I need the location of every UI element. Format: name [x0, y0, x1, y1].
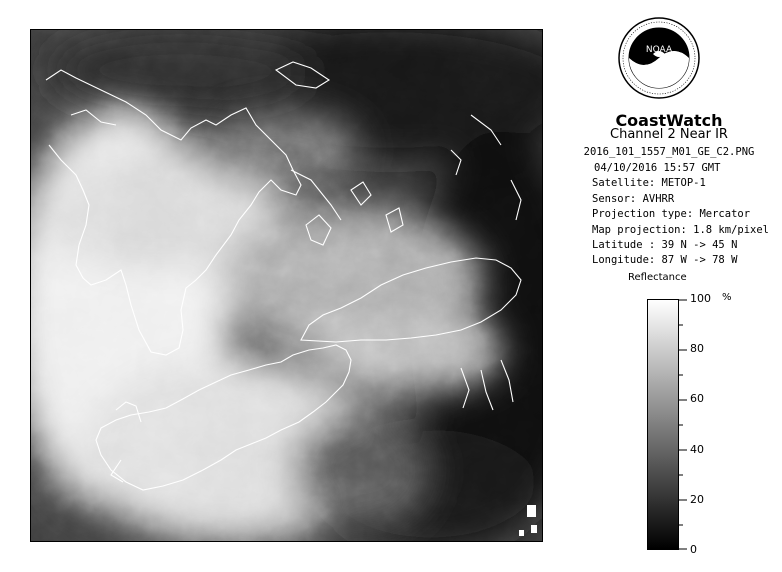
satellite-label: Satellite: METOP-1: [592, 177, 706, 190]
channel-title: Channel 2 Near IR: [610, 127, 728, 142]
latitude-label: Latitude : 39 N -> 45 N: [592, 239, 738, 252]
colorbar-tick-label: 40: [690, 442, 704, 456]
satellite-image: [30, 29, 543, 542]
colorbar-tick-label: 20: [690, 492, 704, 506]
longitude-label: Longitude: 87 W -> 78 W: [592, 254, 738, 267]
colorbar-tick-label: 80: [690, 342, 704, 356]
colorbar-tick-label: 0: [690, 543, 697, 556]
metadata-block: [592, 161, 769, 269]
colorbar-title: Reflectance: [628, 272, 687, 283]
colorbar: [647, 299, 679, 550]
colorbar-tick-label: 100: [690, 292, 711, 305]
colorbar-ticks: [679, 299, 739, 550]
filename-label: 2016_101_1557_M01_GE_C2.PNG: [583, 146, 755, 158]
brand-title: CoastWatch: [615, 111, 723, 130]
reflectance-map: [31, 30, 543, 542]
sensor-label: Sensor: AVHRR: [592, 192, 675, 205]
colorbar-tick-label: 60: [690, 392, 704, 406]
logo-text: NOAA: [645, 45, 673, 55]
projection-type-label: Projection type: Mercator: [592, 208, 751, 221]
colorbar-unit: %: [722, 292, 732, 303]
datetime-label: 04/10/2016 15:57 GMT: [594, 162, 721, 174]
noaa-logo: [617, 14, 701, 108]
map-projection-label: Map projection: 1.8 km/pixel: [592, 223, 770, 236]
